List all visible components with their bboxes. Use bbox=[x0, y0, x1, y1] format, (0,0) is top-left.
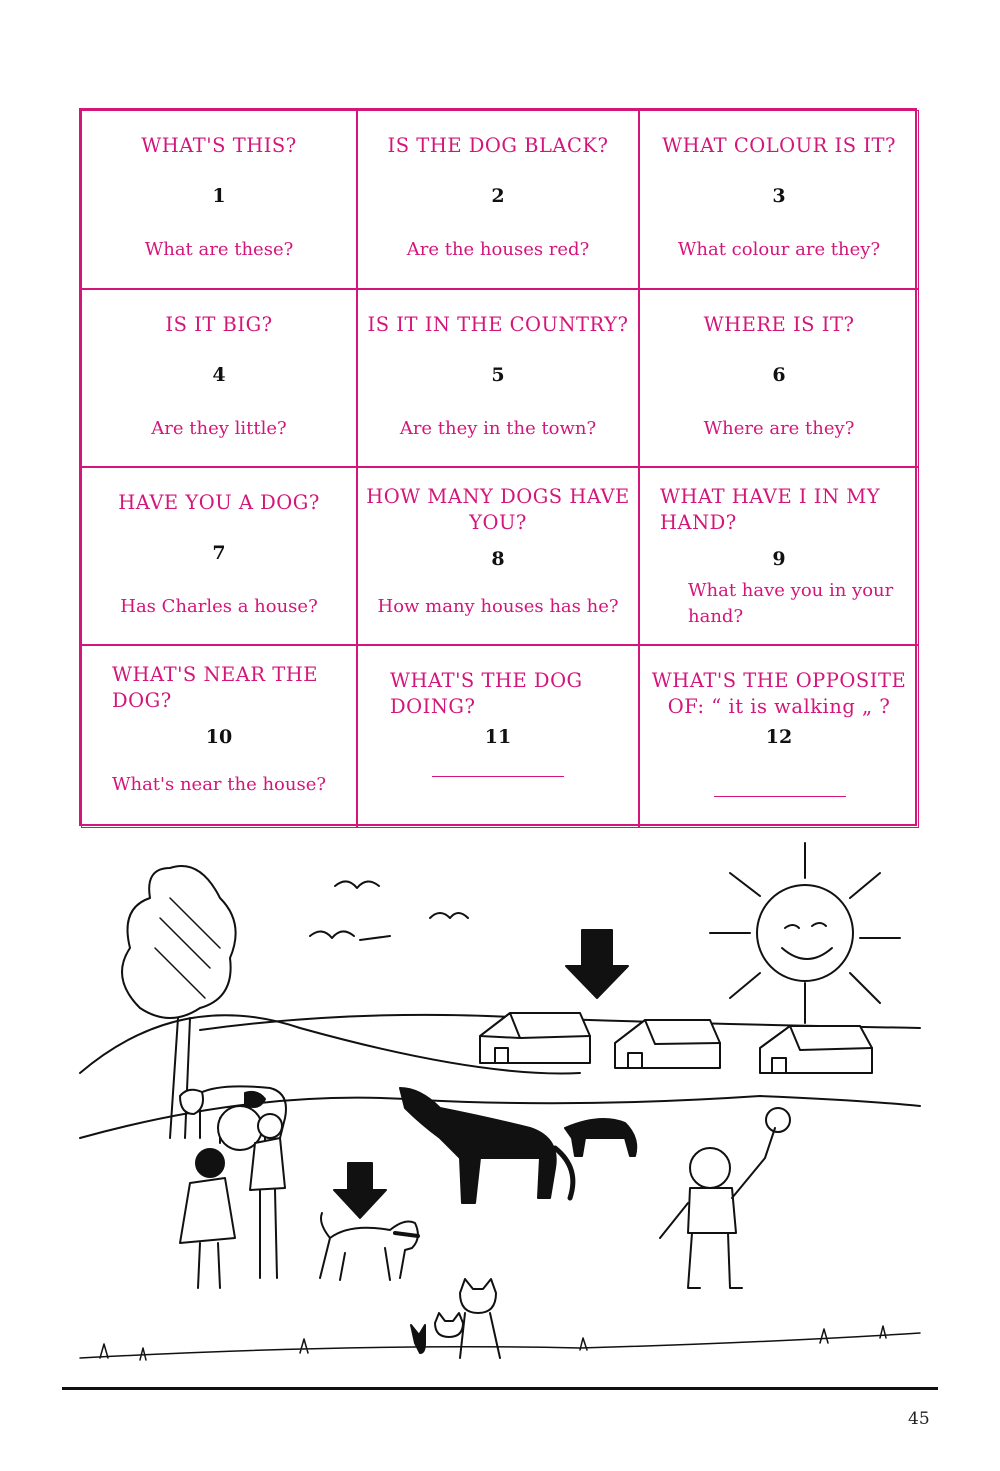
question-number: 10 bbox=[205, 726, 233, 748]
question-cell-1 bbox=[81, 110, 357, 289]
question-cell-9 bbox=[639, 467, 919, 645]
question-cell-7 bbox=[81, 467, 357, 645]
answer-text: Has Charles a house? bbox=[120, 596, 318, 617]
question-number: 12 bbox=[765, 726, 793, 748]
house-illustration bbox=[615, 1020, 720, 1068]
boy-illustration bbox=[660, 1108, 790, 1288]
question-cell-12 bbox=[639, 645, 919, 828]
question-cell-5 bbox=[357, 289, 639, 467]
arrow-down-icon bbox=[566, 930, 628, 998]
answer-text: What's near the house? bbox=[111, 774, 327, 795]
question-cell-4 bbox=[81, 289, 357, 467]
question-number: 3 bbox=[772, 185, 786, 207]
question-number: 9 bbox=[772, 548, 786, 570]
answer-blank-line bbox=[714, 796, 846, 797]
question-cell-2 bbox=[357, 110, 639, 289]
question-cell-11 bbox=[357, 645, 639, 828]
answer-text: What have you in your hand? bbox=[688, 580, 894, 627]
question-cell-8 bbox=[357, 467, 639, 645]
question-number: 4 bbox=[212, 364, 226, 386]
cat-illustration bbox=[435, 1313, 463, 1337]
countryside-illustration bbox=[60, 838, 940, 1383]
house-illustration bbox=[480, 1013, 590, 1063]
horse-illustration bbox=[400, 1088, 573, 1203]
sun-illustration bbox=[710, 843, 900, 1023]
question-text: WHAT HAVE I IN MY HAND? bbox=[660, 485, 881, 534]
question-text: WHAT'S NEAR THE DOG? bbox=[112, 663, 318, 712]
answer-text: What are these? bbox=[144, 239, 294, 260]
question-text: WHAT'S THIS? bbox=[141, 134, 297, 157]
question-cell-6 bbox=[639, 289, 919, 467]
answer-text: How many houses has he? bbox=[377, 596, 619, 617]
question-number: 1 bbox=[212, 185, 226, 207]
bird bbox=[430, 913, 468, 918]
question-text: WHAT'S THE OPPOSITE OF: “ it is walking „ ? bbox=[651, 669, 907, 718]
question-cell-3 bbox=[639, 110, 919, 289]
question-grid bbox=[79, 108, 917, 826]
answer-text: Are they little? bbox=[151, 418, 287, 439]
bird bbox=[310, 931, 390, 940]
question-text: WHAT COLOUR IS IT? bbox=[662, 134, 896, 157]
dog-illustration bbox=[320, 1213, 418, 1280]
question-text: WHERE IS IT? bbox=[703, 313, 855, 336]
answer-text: Where are they? bbox=[703, 418, 855, 439]
question-text: HAVE YOU A DOG? bbox=[118, 491, 320, 514]
question-cell-10 bbox=[81, 645, 357, 828]
answer-text: Are the houses red? bbox=[406, 239, 590, 260]
question-number: 7 bbox=[212, 542, 226, 564]
answer-text: Are they in the town? bbox=[399, 418, 597, 439]
tree-illustration bbox=[122, 866, 236, 1138]
answer-blank-line bbox=[432, 776, 564, 777]
question-number: 6 bbox=[772, 364, 786, 386]
question-text: HOW MANY DOGS HAVE YOU? bbox=[366, 485, 630, 534]
answer-text: What colour are they? bbox=[677, 239, 881, 260]
question-text: IS IT IN THE COUNTRY? bbox=[367, 313, 629, 336]
rabbit-illustration bbox=[411, 1325, 425, 1353]
arrow-down-icon bbox=[334, 1163, 386, 1218]
question-number: 2 bbox=[491, 185, 505, 207]
question-number: 8 bbox=[491, 548, 505, 570]
bird bbox=[335, 881, 379, 888]
question-text: IS THE DOG BLACK? bbox=[387, 134, 609, 157]
footer-rule bbox=[62, 1387, 938, 1390]
girls-illustration bbox=[180, 1106, 285, 1288]
question-text: WHAT'S THE DOG DOING? bbox=[390, 669, 583, 718]
page-number: 45 bbox=[908, 1409, 930, 1429]
question-number: 11 bbox=[484, 726, 512, 748]
grazing-horse-illustration bbox=[565, 1119, 636, 1156]
house-illustration bbox=[760, 1026, 872, 1073]
question-text: IS IT BIG? bbox=[165, 313, 273, 336]
question-number: 5 bbox=[491, 364, 505, 386]
